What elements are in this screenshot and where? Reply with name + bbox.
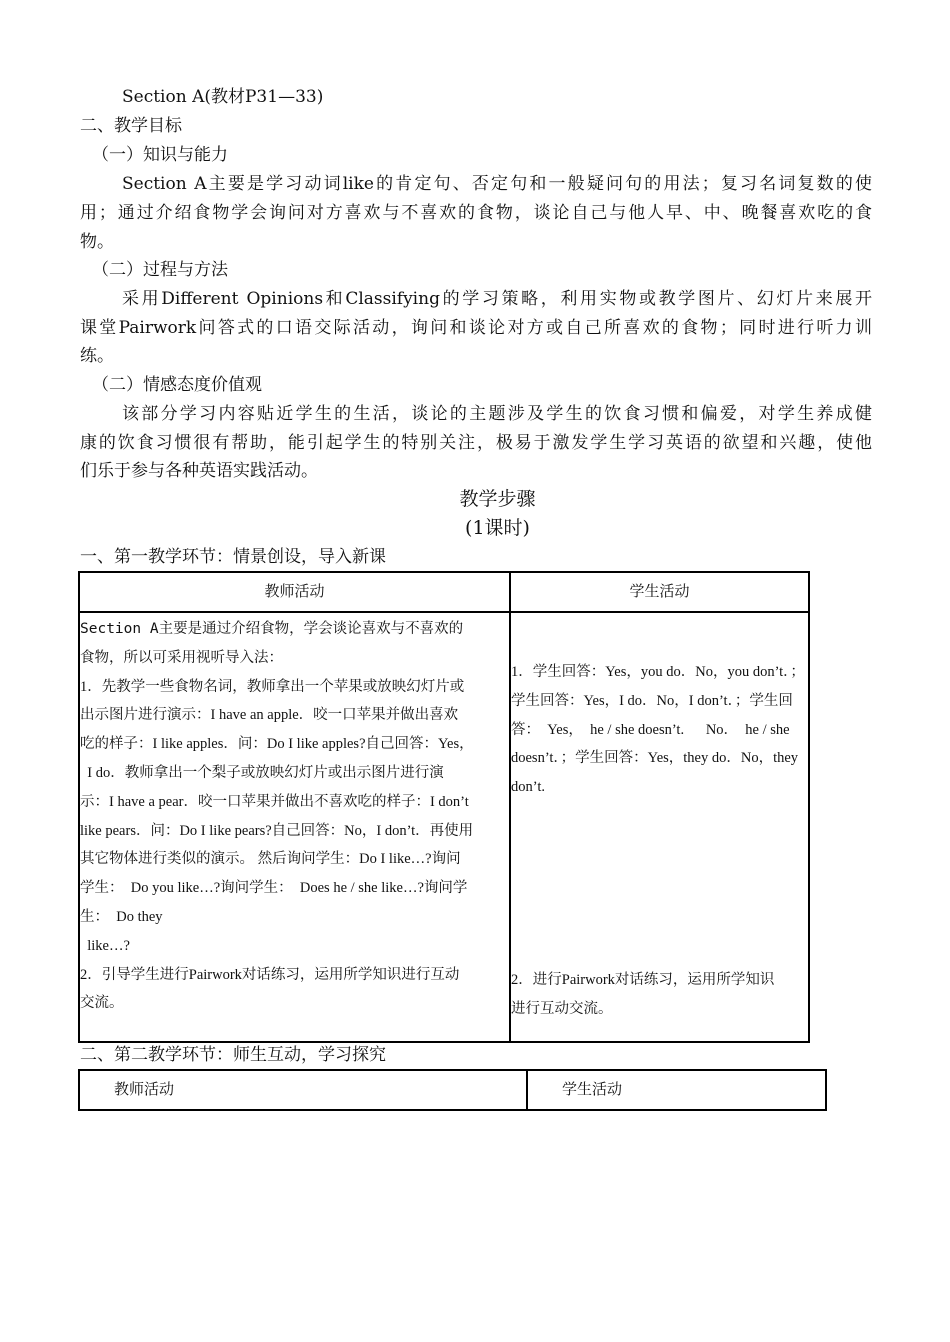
steps-period: (1课时) [465,517,530,539]
section1-heading: 一、第一教学环节：情景创设，导入新课 [80,547,386,567]
student-line: 进行互动交流。 [511,1000,613,1017]
student-line: 2．进行Pairwork对话练习，运用所学知识 [511,971,775,988]
teacher-line: 示：I have a pear．咬一口苹果并做出不喜欢吃的样子：I don’t [80,793,469,810]
paragraph-knowledge-line: 用；通过介绍食物学会询问对方喜欢与不喜欢的食物，谈论自己与他人早、中、晚餐喜欢吃的食 [80,203,872,223]
paragraph-process-line: 练。 [80,346,114,366]
steps-title: 教学步骤 [459,488,536,510]
student-line: doesn’t．；学生回答：Yes，they do．No，they [511,750,799,767]
teacher-line: Section A主要是通过介绍食物，学会谈论喜欢与不喜欢的 [80,621,464,637]
section2-heading: 二、第二教学环节：师生互动，学习探究 [80,1045,386,1065]
teacher-line: 学生： Do you like…?询问学生： Does he / she like…?询问学 [80,880,468,897]
teacher-line: 2．引导学生进行Pairwork对话练习，运用所学知识进行互动 [80,966,460,983]
teacher-line: 其它物体进行类似的演示。 然后询问学生：Do I like…?询问 [80,851,461,868]
student-activity-header: 学生活动 [510,572,809,612]
student-line: 答： Yes， he / she doesn’t. No． he / she [511,721,790,738]
heading-teaching-goals: 二、教学目标 [80,116,182,136]
paragraph-knowledge-line: 物。 [80,232,114,252]
paragraph-attitude-line: 康的饮食习惯很有帮助，能引起学生的特别关注，极易于激发学生学习英语的欲望和兴趣，使他 [80,433,872,453]
activity-table-1 [78,571,810,1043]
student-line: don’t. [511,779,545,796]
section-line: Section A(教材P31—33) [122,87,324,107]
paragraph-process-line: 课堂Pairwork问答式的口语交际活动，询问和谈论对方或自己所喜欢的食物；同时进行听力训 [80,318,872,338]
paragraph-process-line: 采用Different Opinions和Classifying的学习策略，利用实物或教学图片、幻灯片来展开 [122,289,872,309]
subheading-process: （二）过程与方法 [92,260,228,280]
subheading-attitude: （二）情感态度价值观 [92,375,262,395]
teacher-line: 1．先教学一些食物名词，教师拿出一个苹果或放映幻灯片或 [80,678,465,695]
teacher-line: I do．教师拿出一个梨子或放映幻灯片或出示图片进行演 [80,764,444,781]
teacher-line: 生： Do they [80,908,163,925]
teacher-line: like pears．问：Do I like pears?自己回答：No，I don’t．再使用 [80,822,474,839]
student-activity-header-2: 学生活动 [527,1070,826,1110]
teacher-line: like…? [80,937,130,954]
student-activity-cell [510,612,809,1042]
paragraph-knowledge-line: Section A主要是学习动词like的肯定句、否定句和一般疑问句的用法；复习名词复数的使 [122,174,872,194]
teacher-line: 交流。 [80,995,124,1012]
teacher-activity-header-2: 教师活动 [79,1070,527,1110]
teacher-line: 吃的样子：I like apples．问：Do I like apples?自己回答：Yes， [80,736,474,753]
paragraph-attitude-line: 们乐于参与各种英语实践活动。 [80,461,318,481]
teacher-activity-header: 教师活动 [79,572,510,612]
teacher-line: 出示图片进行演示：I have an apple．咬一口苹果并做出喜欢 [80,707,459,724]
teacher-activity-cell [79,612,510,1042]
paragraph-attitude-line: 该部分学习内容贴近学生的生活，谈论的主题涉及学生的饮食习惯和偏爱，对学生养成健 [122,404,872,424]
student-line: 学生回答：Yes，I do．No，I don’t．；学生回 [511,692,793,709]
student-line: 1．学生回答：Yes，you do．No，you don’t．； [511,664,805,680]
subheading-knowledge: （一）知识与能力 [92,145,228,165]
activity-table-2 [78,1069,827,1111]
teacher-line: 食物，所以可采用视听导入法： [80,649,283,666]
